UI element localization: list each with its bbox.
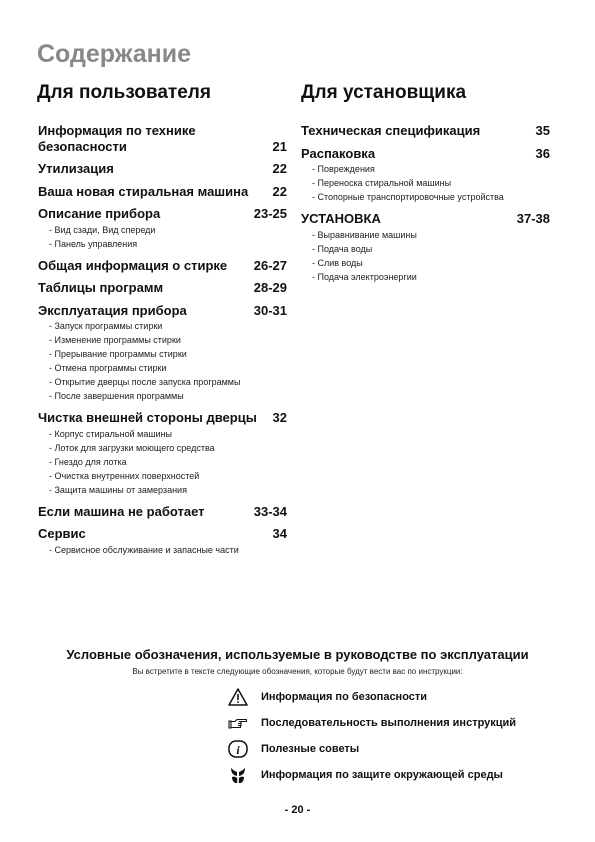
toc-entry-title: Таблицы программ xyxy=(38,280,164,295)
legend-section xyxy=(0,647,595,676)
toc-entry-page: 22 xyxy=(272,161,287,176)
toc-entry-title: Если машина не работает xyxy=(38,503,205,519)
toc-subitem: - Подача воды xyxy=(312,243,373,254)
toc-entry-title: Информация по технике безопасности xyxy=(38,123,196,154)
toc-subitem-list xyxy=(38,319,287,403)
toc-subitem-list xyxy=(38,223,287,251)
symbol-row-safety xyxy=(228,684,516,710)
toc-entry-heading xyxy=(38,161,287,177)
toc-subitem-list xyxy=(301,162,550,204)
page-title: Содержание xyxy=(37,40,192,68)
toc-entry-page: 36 xyxy=(535,145,550,161)
toc-entry-title: Эксплуатация прибора xyxy=(38,302,187,318)
toc-entry-heading xyxy=(38,123,287,154)
toc-subitem-list xyxy=(301,228,550,284)
toc-subitem: - Очистка внутренних поверхностей xyxy=(49,470,200,481)
toc-entry-page: 35 xyxy=(535,123,550,138)
page-number: - 20 - xyxy=(284,804,311,816)
toc-entry xyxy=(38,303,287,404)
toc-entry xyxy=(301,211,550,284)
toc-entry-title: Техническая спецификация xyxy=(301,123,481,138)
toc-entry-title: Утилизация xyxy=(38,161,114,176)
toc-entry-heading xyxy=(38,410,287,426)
symbol-list xyxy=(228,684,516,788)
toc-entry xyxy=(38,161,287,177)
installer-section-heading: Для установщика xyxy=(301,82,467,103)
toc-subitem: - Гнездо для лотка xyxy=(49,456,127,467)
toc-entry-page: 33-34 xyxy=(253,503,287,519)
toc-entry-heading xyxy=(38,206,287,222)
toc-entry-heading xyxy=(38,504,287,520)
toc-entry xyxy=(301,146,550,205)
toc-entry-title: УСТАНОВКА xyxy=(301,211,381,226)
toc-subitem: - Защита машины от замерзания xyxy=(49,484,187,495)
toc-entry-heading xyxy=(301,146,550,162)
toc-subitem: - Запуск программы стирки xyxy=(49,321,163,331)
user-contents-list xyxy=(38,123,287,564)
toc-entry-page: 23-25 xyxy=(253,206,287,221)
toc-subitem: - Открытие дверцы после запуска программы xyxy=(49,377,241,387)
toc-entry xyxy=(301,123,550,139)
toc-entry-title: Распаковка xyxy=(301,145,376,161)
toc-entry xyxy=(38,280,287,296)
user-section-heading: Для пользователя xyxy=(37,82,211,103)
symbol-label-tips: Полезные советы xyxy=(261,743,360,755)
toc-entry-heading xyxy=(301,211,550,227)
info-icon xyxy=(228,739,248,759)
toc-subitem: - Лоток для загрузки моющего средства xyxy=(49,442,215,453)
symbol-label-safety: Информация по безопасности xyxy=(261,691,428,703)
toc-subitem: - Корпус стиральной машины xyxy=(49,428,173,439)
toc-subitem: - Слив воды xyxy=(312,257,363,268)
toc-subitem: - Переноска стиральной машины xyxy=(312,178,452,188)
toc-entry-heading xyxy=(301,123,550,139)
toc-subitem: - Сервисное обслуживание и запасные части xyxy=(49,544,239,555)
toc-subitem: - Панель управления xyxy=(49,238,138,249)
toc-subitem: - Повреждения xyxy=(312,164,375,174)
toc-subitem: - Подача электроэнергии xyxy=(312,271,417,282)
environment-leaf-icon xyxy=(228,765,248,785)
toc-entry-heading xyxy=(38,258,287,274)
toc-entry xyxy=(38,184,287,200)
pointing-hand-icon xyxy=(228,713,248,733)
toc-subitem: - Отмена программы стирки xyxy=(49,363,167,373)
toc-entry-page: 37-38 xyxy=(516,211,550,226)
toc-entry-page: 32 xyxy=(272,410,287,425)
toc-subitem-list xyxy=(38,427,287,497)
toc-entry xyxy=(38,410,287,497)
symbol-label-environment: Информация по защите окружающей среды xyxy=(261,769,503,781)
legend-intro: Вы встретите в тексте следующие обозначения, которые будут вести вас по инструкции: xyxy=(132,667,463,676)
toc-subitem: - Стопорные транспортировочные устройства xyxy=(312,192,504,202)
symbol-row-tips xyxy=(228,736,516,762)
toc-entry xyxy=(38,258,287,274)
installer-contents-list xyxy=(301,123,550,291)
toc-subitem: - Вид сзади, Вид спереди xyxy=(49,224,156,235)
toc-subitem-list xyxy=(38,543,287,557)
toc-entry xyxy=(38,526,287,557)
warning-triangle-icon xyxy=(228,687,248,707)
toc-entry xyxy=(38,123,287,154)
legend-heading: Условные обозначения, используемые в руководстве по эксплуатации xyxy=(66,647,529,662)
toc-entry-title: Сервис xyxy=(38,526,86,541)
svg-text:i: i xyxy=(236,743,240,757)
toc-entry-page: 34 xyxy=(272,526,287,541)
toc-entry-title: Общая информация о стирке xyxy=(38,257,228,273)
symbol-row-environment xyxy=(228,762,516,788)
toc-entry-heading xyxy=(38,526,287,542)
toc-entry-title: Чистка внешней стороны дверцы xyxy=(38,410,257,425)
toc-entry-heading xyxy=(38,184,287,200)
toc-subitem: - Прерывание программы стирки xyxy=(49,349,187,359)
symbol-row-steps xyxy=(228,710,516,736)
toc-entry-page: 21 xyxy=(272,138,287,154)
toc-entry-heading xyxy=(38,280,287,296)
toc-subitem: - Выравнивание машины xyxy=(312,229,417,240)
toc-entry-title: Ваша новая стиральная машина xyxy=(38,183,249,199)
toc-entry xyxy=(38,504,287,520)
toc-entry-heading xyxy=(38,303,287,319)
toc-entry-page: 22 xyxy=(272,183,287,199)
toc-entry-title: Описание прибора xyxy=(38,206,161,221)
toc-subitem: - Изменение программы стирки xyxy=(49,335,181,345)
symbol-label-steps: Последовательность выполнения инструкций xyxy=(261,717,517,729)
toc-subitem: - После завершения программы xyxy=(49,391,184,401)
toc-entry-page: 30-31 xyxy=(253,302,287,318)
toc-entry-page: 26-27 xyxy=(253,257,287,273)
toc-entry xyxy=(38,206,287,251)
toc-entry-page: 28-29 xyxy=(253,280,287,295)
